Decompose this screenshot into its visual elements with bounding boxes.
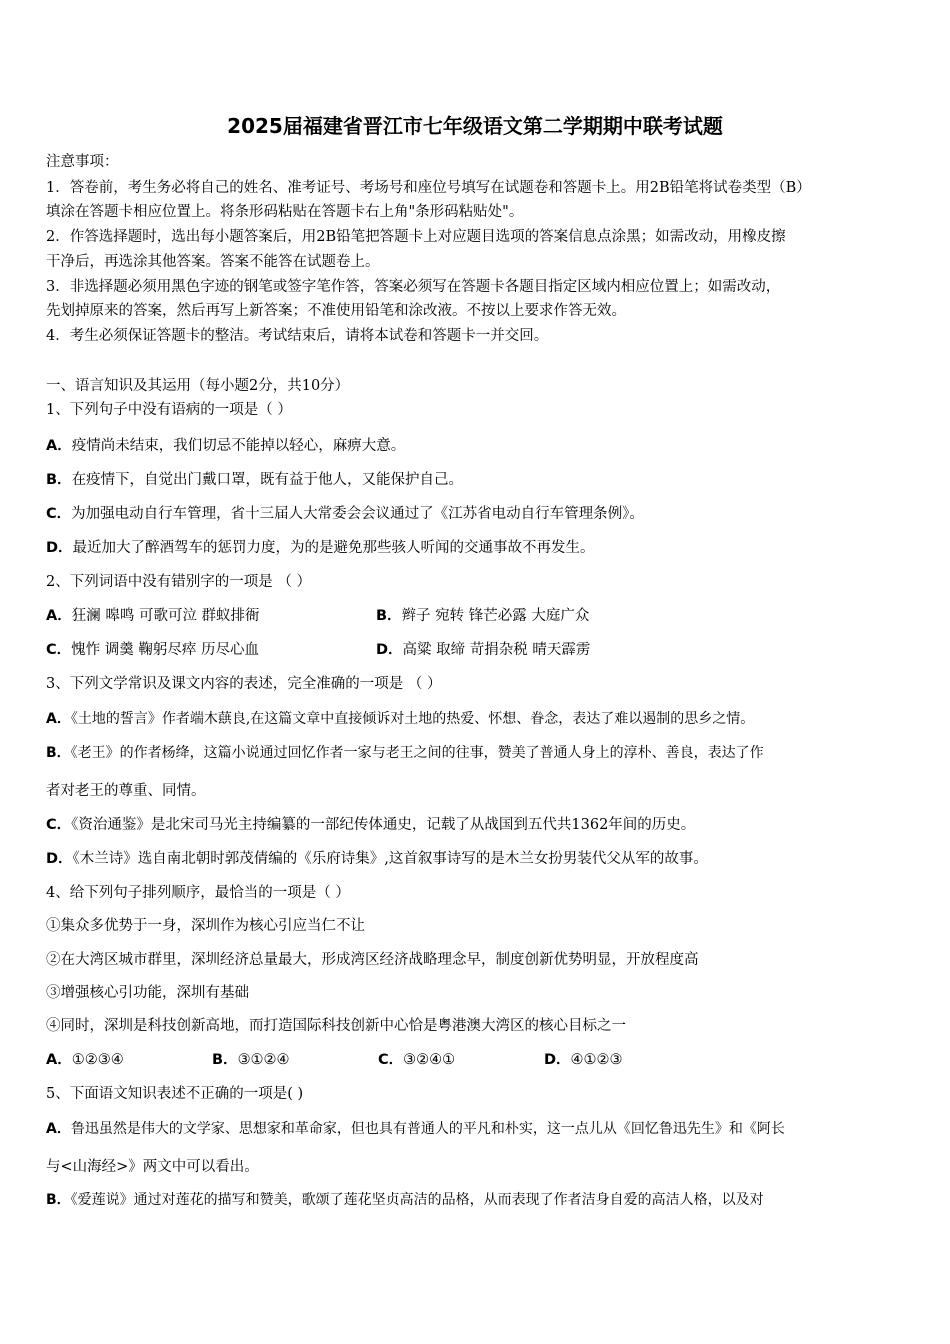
q2-option-c bbox=[46, 640, 376, 660]
q2-option-b bbox=[376, 608, 589, 624]
q4-option-c bbox=[378, 1050, 544, 1070]
q4-option-b bbox=[212, 1050, 378, 1070]
question-3-stem: 3、下列文学常识及课文内容的表述，完全准确的一项是 （ ） bbox=[46, 676, 442, 692]
section-heading: 一、语言知识及其运用（每小题2分，共10分） bbox=[46, 378, 350, 394]
q3-option-b-continued: 者对老王的尊重、同情。 bbox=[46, 783, 206, 799]
option-text: 狂澜 嗥鸣 可歌可泣 群蚁排衙 bbox=[71, 608, 260, 624]
option-text: ④①②③ bbox=[570, 1052, 623, 1068]
option-text: 辫子 宛转 锋芒必露 大庭广众 bbox=[401, 608, 590, 624]
option-label: D． bbox=[46, 851, 73, 867]
option-label: B． bbox=[212, 1052, 238, 1068]
q2-option-a bbox=[46, 606, 376, 626]
option-label: B． bbox=[46, 1192, 71, 1208]
option-label: D． bbox=[544, 1052, 571, 1068]
q3-option-a bbox=[46, 709, 924, 729]
option-text: 疫情尚未结束，我们切忌不能掉以轻心，麻痹大意。 bbox=[71, 438, 406, 454]
option-text: 《土地的誓言》作者端木蕻良,在这篇文章中直接倾诉对土地的热爱、怀想、眷念，表达了难以遏制的思乡之情。 bbox=[70, 711, 755, 727]
q1-option-a bbox=[46, 436, 908, 456]
option-text: 鲁迅虽然是伟大的文学家、思想家和革命家，但也具有普通人的平凡和朴实，这一点儿从《回忆鲁迅先生》和《阿长 bbox=[70, 1121, 785, 1137]
option-label: B． bbox=[376, 608, 402, 624]
option-text: 在疫情下，自觉出门戴口罩，既有益于他人，又能保护自己。 bbox=[71, 472, 464, 488]
option-label: C． bbox=[46, 642, 72, 658]
q4-options-row bbox=[46, 1050, 908, 1070]
option-label: B． bbox=[46, 472, 72, 488]
option-label: B． bbox=[46, 745, 71, 761]
option-text: 《木兰诗》选自南北朝时郭茂倩编的《乐府诗集》,这首叙事诗写的是木兰女扮男装代父从军的故事。 bbox=[72, 851, 708, 867]
option-label: C． bbox=[46, 817, 72, 833]
q4-sentence: ①集众多优势于一身，深圳作为核心引应当仁不让 bbox=[46, 918, 365, 934]
option-label: C． bbox=[46, 506, 72, 522]
q2-options-row-2 bbox=[46, 640, 908, 660]
q4-option-a bbox=[46, 1050, 212, 1070]
q4-option-d bbox=[544, 1052, 623, 1068]
notice-line: 干净后，再选涂其他答案。答案不能答在试题卷上。 bbox=[46, 254, 380, 270]
option-label: A． bbox=[46, 608, 72, 624]
option-label: A． bbox=[46, 711, 71, 727]
notice-line: 先划掉原来的答案，然后再写上新答案；不准使用铅笔和涂改液。不按以上要求作答无效。 bbox=[46, 303, 626, 319]
q4-sentence: ④同时，深圳是科技创新高地，而打造国际科技创新中心恰是粤港澳大湾区的核心目标之一 bbox=[46, 1018, 626, 1034]
option-text: ①②③④ bbox=[71, 1052, 124, 1068]
option-text: ③②④① bbox=[403, 1052, 456, 1068]
exam-title: 2025届福建省晋江市七年级语文第二学期期中联考试题 bbox=[227, 114, 723, 138]
q3-option-b bbox=[46, 743, 924, 763]
option-text: ③①②④ bbox=[237, 1052, 290, 1068]
option-label: D． bbox=[376, 642, 403, 658]
q1-option-d bbox=[46, 538, 908, 558]
notice-line: 2．作答选择题时，选出每小题答案后，用2B铅笔把答题卡上对应题目选项的答案信息点涂黑；如需改动，用橡皮擦 bbox=[46, 229, 786, 245]
option-text: 愧怍 调羹 鞠躬尽瘁 历尽心血 bbox=[71, 642, 259, 658]
notice-line: 1．答卷前，考生务必将自己的姓名、准考证号、考场号和座位号填写在试题卷和答题卡上。用2B铅笔将试卷类型（B） bbox=[46, 180, 811, 196]
q5-option-b bbox=[46, 1190, 924, 1210]
notice-heading: 注意事项： bbox=[46, 154, 119, 170]
notice-line: 3．非选择题必须用黑色字迹的钢笔或签字笔作答，答案必须写在答题卡各题目指定区域内相应位置上；如需改动， bbox=[46, 279, 781, 295]
q2-options-row-1 bbox=[46, 606, 908, 626]
question-2-stem: 2、下列词语中没有错别字的一项是 （ ） bbox=[46, 574, 311, 590]
option-label: C． bbox=[378, 1052, 404, 1068]
q5-option-a bbox=[46, 1119, 924, 1139]
q5-option-a-continued: 与<山海经>》两文中可以看出。 bbox=[46, 1159, 259, 1175]
question-1-stem: 1、下列句子中没有语病的一项是（ ） bbox=[46, 402, 292, 418]
question-5-stem: 5、下面语文知识表述不正确的一项是( ) bbox=[46, 1086, 304, 1102]
option-text: 高粱 取缔 苛捐杂税 晴天霹雳 bbox=[402, 642, 591, 658]
q4-sentence: ②在大湾区城市群里，深圳经济总量最大，形成湾区经济战略理念早，制度创新优势明显，开放程度高 bbox=[46, 952, 699, 968]
option-label: D． bbox=[46, 540, 73, 556]
option-text: 《爱莲说》通过对莲花的描写和赞美，歌颂了莲花坚贞高洁的品格，从而表现了作者洁身自爱的高洁人格，以及对 bbox=[70, 1192, 764, 1208]
notice-line: 填涂在答题卡相应位置上。将条形码粘贴在答题卡右上角"条形码粘贴处"。 bbox=[46, 204, 524, 220]
q1-option-c bbox=[46, 504, 908, 524]
question-4-stem: 4、给下列句子排列顺序，最恰当的一项是（ ） bbox=[46, 885, 350, 901]
option-text: 最近加大了醉酒驾车的惩罚力度，为的是避免那些骇人听闻的交通事故不再发生。 bbox=[72, 540, 595, 556]
q3-option-d bbox=[46, 849, 908, 869]
q2-option-d bbox=[376, 642, 590, 658]
option-text: 《老王》的作者杨绛，这篇小说通过回忆作者一家与老王之间的往事，赞美了普通人身上的淳朴、善良，表达了作 bbox=[70, 745, 764, 761]
q4-sentence: ③增强核心引功能，深圳有基础 bbox=[46, 985, 249, 1001]
q3-option-c bbox=[46, 815, 908, 835]
option-label: A． bbox=[46, 1052, 72, 1068]
notice-line: 4．考生必须保证答题卡的整洁。考试结束后，请将本试卷和答题卡一并交回。 bbox=[46, 328, 549, 344]
q1-option-b bbox=[46, 470, 908, 490]
option-text: 为加强电动自行车管理，省十三届人大常委会会议通过了《江苏省电动自行车管理条例》。 bbox=[71, 506, 644, 522]
option-label: A． bbox=[46, 1121, 71, 1137]
option-text: 《资治通鉴》是北宋司马光主持编纂的一部纪传体通史，记载了从战国到五代共1362年间的历史。 bbox=[71, 817, 696, 833]
option-label: A． bbox=[46, 438, 72, 454]
